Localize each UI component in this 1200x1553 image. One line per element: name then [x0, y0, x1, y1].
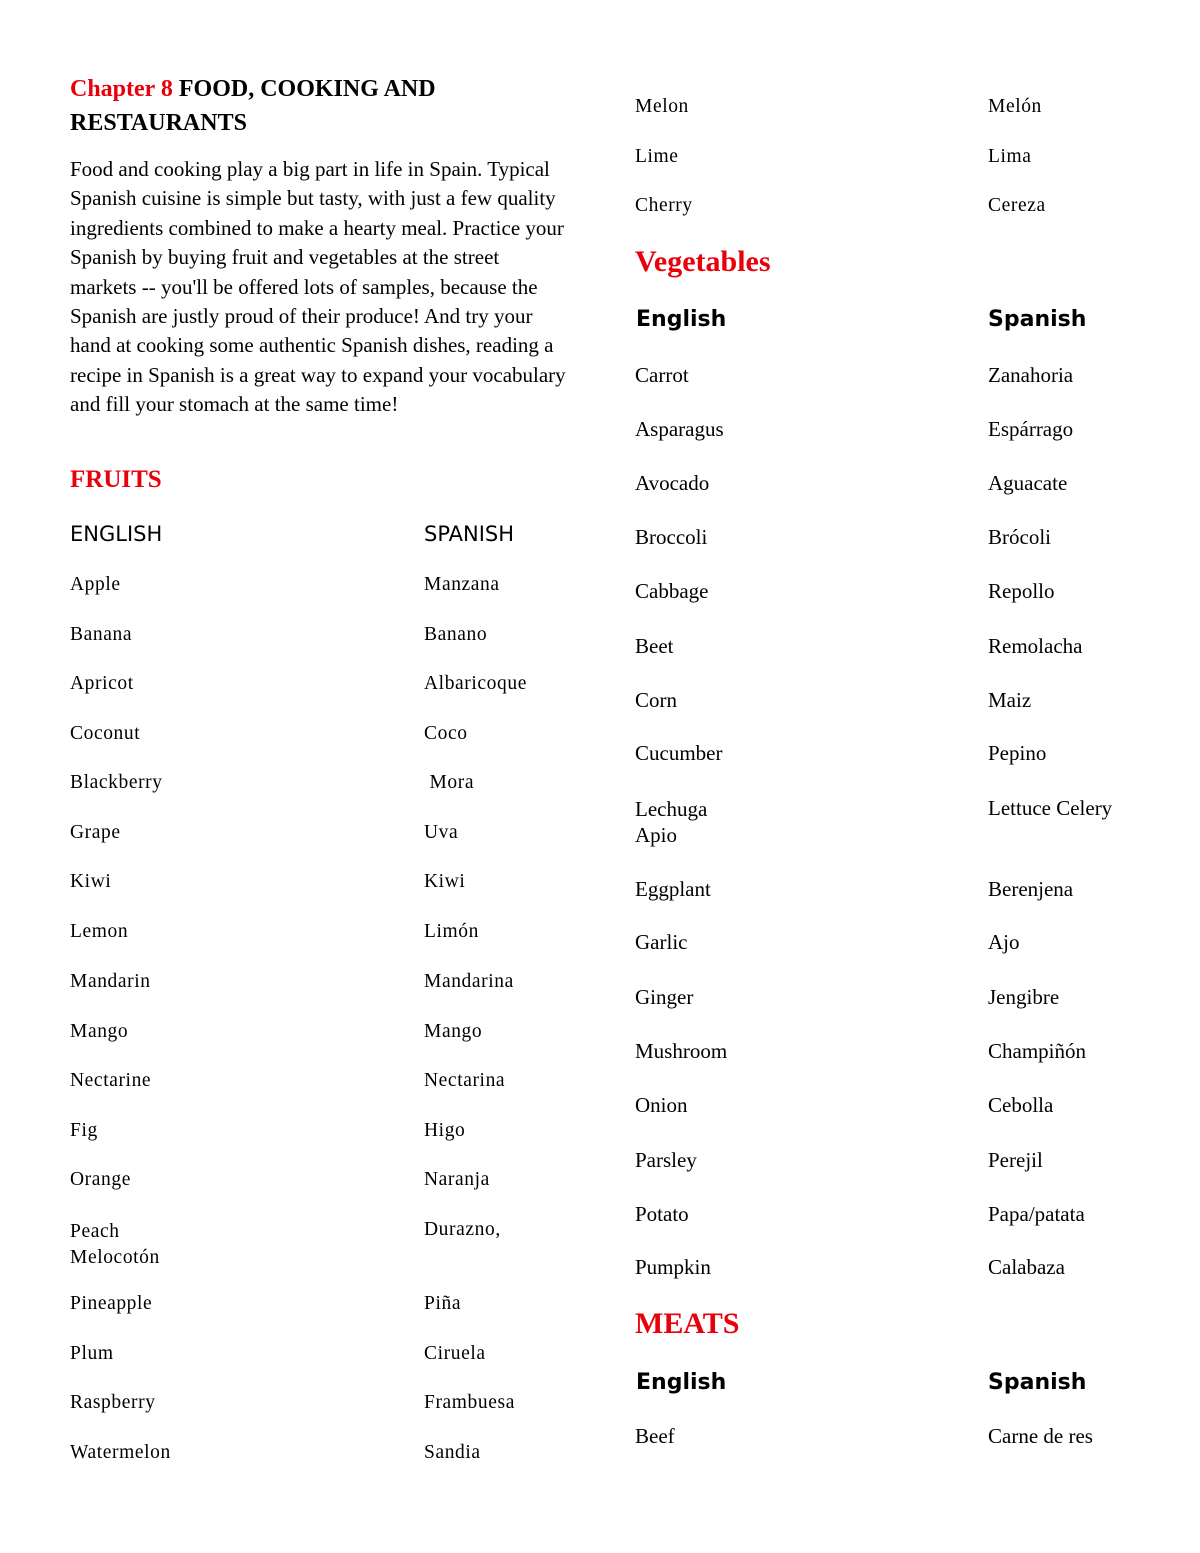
spanish-word: Lima: [988, 146, 1032, 167]
english-word: [70, 772, 163, 794]
spanish-word: Zanahoria: [988, 363, 1074, 387]
english-word: [635, 930, 687, 955]
english-word-line-2: Melocotón: [70, 1247, 160, 1268]
spanish-word: Remolacha: [988, 634, 1083, 658]
spanish-word: Albaricoque: [424, 673, 527, 694]
english-word-line: Nectarine: [70, 1070, 152, 1091]
spanish-word: Uva: [424, 822, 459, 843]
english-word-line: Banana: [70, 624, 133, 645]
english-word-line: Eggplant: [635, 877, 711, 901]
english-word: [635, 96, 689, 118]
english-word-line: Pumpkin: [635, 1255, 711, 1279]
spanish-word: Brócoli: [988, 525, 1051, 549]
english-word-line: Plum: [70, 1343, 114, 1364]
english-word-line: Lemon: [70, 921, 129, 942]
english-word: [635, 525, 707, 550]
spanish-word: Banano: [424, 624, 488, 645]
english-word: [635, 579, 708, 604]
spanish-word: Cereza: [988, 195, 1046, 216]
spanish-word: Ajo: [988, 930, 1020, 954]
spanish-word: Berenjena: [988, 877, 1074, 901]
intro-paragraph: Food and cooking play a big part in life in Spain. Typical Spanish cuisine is simple but tasty, with just a few quality ingredients combined to make a hearty meal. Practice your Spanish by buying fruit and vegetables at the street markets -- you'll be offered lots of samples, because the Spanish are justly proud of their produce! And try your hand at cooking some authentic Spanish dishes, reading a recipe in Spanish is a great way to expand your vocabulary and fill your stomach at the same time!: [70, 157, 566, 417]
english-word-line: Coconut: [70, 723, 141, 744]
english-word: [70, 723, 140, 745]
spanish-word: Coco: [424, 723, 468, 744]
spanish-word: Espárrago: [988, 417, 1074, 441]
spanish-word: Mango: [424, 1021, 483, 1042]
english-word: [70, 921, 128, 943]
english-word-line: Carrot: [635, 363, 689, 387]
english-word: [635, 146, 679, 168]
english-word: [70, 1219, 160, 1271]
spanish-word: Perejil: [988, 1148, 1043, 1172]
spanish-word: Sandia: [424, 1442, 481, 1463]
chapter-title: [70, 72, 550, 140]
english-word-line: Mandarin: [70, 971, 151, 992]
chapter-label: Chapter 8: [70, 76, 173, 102]
spanish-word: Repollo: [988, 579, 1055, 603]
spanish-word: Pepino: [988, 741, 1047, 765]
english-word-line: Beet: [635, 634, 674, 658]
spanish-word: Ciruela: [424, 1343, 486, 1364]
english-word: [70, 1442, 171, 1464]
vegetables-heading: Vegetables: [635, 245, 771, 278]
english-word: [635, 634, 673, 659]
english-word-line: Corn: [635, 688, 677, 712]
english-word: [70, 1070, 151, 1092]
spanish-word: Mora: [424, 772, 475, 793]
english-word: [635, 1148, 697, 1173]
english-word-line: Ginger: [635, 985, 694, 1009]
vegetables-col-spanish: Spanish: [988, 307, 1087, 332]
english-word: [635, 688, 677, 713]
spanish-word: Lettuce Celery: [988, 796, 1113, 820]
english-word: [70, 871, 111, 893]
spanish-word: Carne de res: [988, 1424, 1093, 1448]
spanish-word: Jengibre: [988, 985, 1060, 1009]
english-word: [70, 673, 134, 695]
english-word-line: Orange: [70, 1169, 131, 1190]
english-word: [70, 822, 121, 844]
spanish-word: Kiwi: [424, 871, 466, 892]
english-word: [635, 1093, 688, 1118]
spanish-word: Manzana: [424, 574, 500, 595]
spanish-word: Papa/patata: [988, 1202, 1085, 1226]
english-word: [635, 1039, 727, 1064]
english-word-line: Apple: [70, 574, 121, 595]
english-word: [635, 796, 707, 848]
english-word-line: Parsley: [635, 1148, 697, 1172]
english-word: [70, 1120, 98, 1142]
english-word-line-2: Apio: [635, 823, 677, 847]
english-word: [635, 363, 689, 388]
spanish-word: Maiz: [988, 688, 1032, 712]
english-word-line: Pineapple: [70, 1293, 153, 1314]
vegetables-col-english: English: [636, 307, 727, 332]
english-word-line: Watermelon: [70, 1442, 171, 1463]
english-word-line: Mango: [70, 1021, 129, 1042]
fruits-col-english: ENGLISH: [70, 522, 163, 546]
english-word: [70, 1343, 114, 1365]
english-word-line: Cherry: [635, 195, 693, 216]
spanish-word: Limón: [424, 921, 479, 942]
meats-heading: MEATS: [635, 1307, 740, 1340]
english-word-line: Blackberry: [70, 772, 163, 793]
english-word: [635, 471, 709, 496]
chapter-heading: FOOD, COOKING AND RESTAURANTS: [70, 76, 436, 136]
spanish-word: Melón: [988, 96, 1042, 117]
english-word-line: Fig: [70, 1120, 98, 1141]
english-word: [635, 1255, 711, 1280]
english-word-line: Beef: [635, 1424, 675, 1448]
english-word: [70, 1021, 128, 1043]
spanish-word: Piña: [424, 1293, 462, 1314]
english-word-line: Avocado: [635, 471, 710, 495]
english-word-line: Onion: [635, 1093, 688, 1117]
english-word: [635, 417, 724, 442]
english-word: [70, 1169, 131, 1191]
english-word-line: Mushroom: [635, 1039, 728, 1063]
english-word-line: Lechuga: [635, 797, 708, 821]
english-word: [70, 574, 121, 596]
fruits-heading: FRUITS: [70, 466, 162, 493]
spanish-word: Aguacate: [988, 471, 1068, 495]
english-word: [635, 877, 711, 902]
fruits-col-spanish: SPANISH: [424, 522, 515, 546]
english-word: [635, 985, 693, 1010]
english-word-line: Cucumber: [635, 741, 723, 765]
english-word-line: Grape: [70, 822, 121, 843]
english-word-line: Raspberry: [70, 1392, 156, 1413]
english-word: [70, 971, 151, 993]
english-word-line: Kiwi: [70, 871, 112, 892]
english-word-line: Peach: [70, 1221, 120, 1242]
english-word: [635, 1202, 689, 1227]
spanish-word: Calabaza: [988, 1255, 1065, 1279]
english-word: [70, 1293, 152, 1315]
spanish-word: Frambuesa: [424, 1392, 515, 1413]
english-word: [70, 624, 132, 646]
spanish-word: Higo: [424, 1120, 466, 1141]
english-word-line: Broccoli: [635, 525, 708, 549]
english-word-line: Potato: [635, 1202, 689, 1226]
meats-col-english: English: [636, 1370, 727, 1395]
spanish-word: Champiñón: [988, 1039, 1086, 1063]
spanish-word: Nectarina: [424, 1070, 506, 1091]
english-word: [70, 1392, 156, 1414]
spanish-word: Durazno,: [424, 1219, 501, 1240]
english-word-line: Cabbage: [635, 579, 709, 603]
english-word-line: Garlic: [635, 930, 688, 954]
spanish-word: Naranja: [424, 1169, 490, 1190]
english-word: [635, 1424, 675, 1449]
english-word-line: Melon: [635, 96, 689, 117]
spanish-word: Cebolla: [988, 1093, 1054, 1117]
english-word-line: Lime: [635, 146, 679, 167]
english-word: [635, 741, 722, 766]
meats-col-spanish: Spanish: [988, 1370, 1087, 1395]
english-word-line: Apricot: [70, 673, 134, 694]
english-word: [635, 195, 693, 217]
spanish-word: Mandarina: [424, 971, 514, 992]
english-word-line: Asparagus: [635, 417, 724, 441]
